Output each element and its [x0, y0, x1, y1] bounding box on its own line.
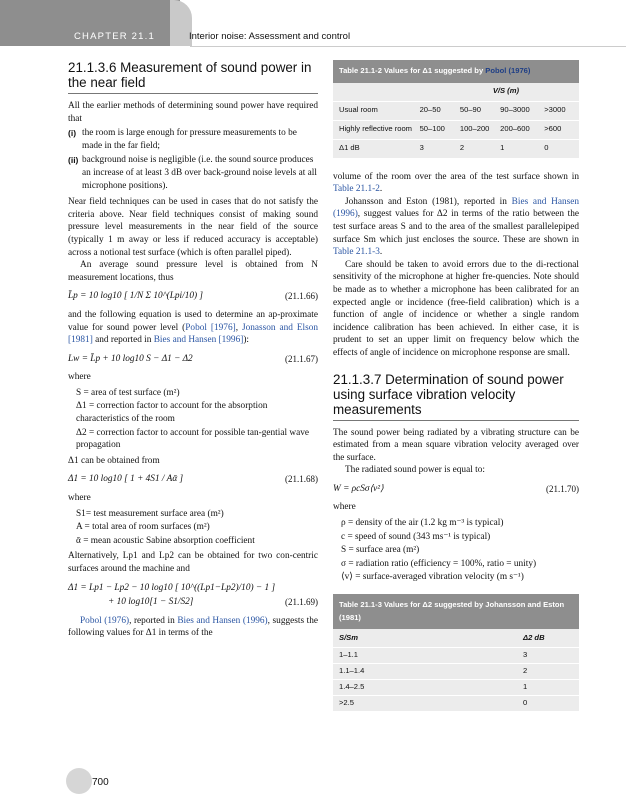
equation-number: (21.1.69) [285, 597, 318, 608]
equation-number: (21.1.66) [285, 291, 318, 302]
table-cell: 2 [459, 143, 465, 153]
equation-body: Δ1 = 10 log10 [ 1 + 4S1 / Aᾱ ] [68, 474, 184, 485]
paragraph: Alternatively, Lp1 and Lp2 can be obtained for two con-centric surfaces around the machine and [68, 551, 318, 574]
section-heading-vibration: 21.1.3.7 Determination of sound power using surface vibration velocity measurements [333, 371, 564, 417]
table-cell: 1 [523, 682, 528, 692]
condition-key: (ii) [68, 155, 79, 166]
page-number-circle [66, 768, 92, 794]
heading-rule [333, 420, 579, 421]
equation-21-1-70 [333, 483, 579, 496]
table-cell: 90–3000 [500, 105, 530, 115]
paragraph [68, 615, 318, 640]
paragraph: where [68, 372, 91, 383]
table-header [333, 629, 579, 648]
text: , suggest values for Δ2 in terms of the ratio between the test surface areas S and to the area of the smallest parallelepiped surface Sm which just encloses the source. These are shown in [333, 209, 579, 245]
table-cell: 0 [523, 698, 528, 708]
page-number: 700 [92, 777, 109, 788]
equation-number: (21.1.70) [546, 483, 579, 494]
column-header: Δ2 dB [523, 632, 545, 642]
citation-link[interactable]: Pobol [1976] [185, 322, 236, 333]
paragraph: where [333, 502, 356, 513]
definition: σ = radiation ratio (efficiency = 100%, ratio = unity) [341, 558, 537, 569]
equation-body: Δ1 = Lp1 − Lp2 − 10 log10 [ 10^((Lp1−Lp2)/10) − 1 ] [68, 582, 276, 593]
equation-body: W = ρcSσ⟨v²⟩ [333, 483, 384, 494]
text: , reported in [129, 615, 178, 626]
text: and reported in [92, 335, 154, 346]
table-cell: 1.1–1.4 [339, 666, 365, 676]
table-cell: 3 [523, 650, 528, 660]
definition: Δ2 = correction factor to account for possible tan-gential wave propagation [76, 427, 309, 451]
table-row [333, 102, 579, 121]
table-link[interactable]: Table 21.1-3 [333, 247, 380, 258]
table-caption: Table 21.1-3 Values for Δ2 suggested by Johansson and Eston (1981) [333, 594, 579, 629]
table-caption [333, 60, 579, 83]
column-header: V/S (m) [492, 86, 519, 96]
table-cell: >2.5 [339, 698, 354, 708]
table-row [333, 680, 579, 696]
table-21-1-2 [333, 60, 579, 159]
definition-list [76, 508, 318, 548]
citation-link[interactable]: Bies and Hansen (1996) [333, 196, 579, 220]
column-header: S/Sm [339, 632, 358, 642]
citation-link[interactable]: Pobol (1976) [485, 66, 531, 75]
table-cell: 200–600 [500, 124, 530, 134]
table-cell: 1.4–2.5 [339, 682, 365, 692]
table-cell: 1 [500, 143, 505, 153]
equation-21-1-69-cont [68, 596, 318, 609]
table-cell: 0 [544, 143, 549, 153]
definition: Δ1 = correction factor to account for the absorption characteristics of the room [76, 401, 268, 425]
table-row [333, 140, 579, 159]
citation-link[interactable]: Bies and Hansen [1996] [153, 335, 244, 346]
table-link[interactable]: Table 21.1-2 [333, 184, 380, 195]
paragraph: All the earlier methods of determining sound power have required that [68, 101, 318, 124]
paragraph: An average sound pressure level is obtained from N measurement locations, thus [68, 260, 318, 283]
table-cell: Highly reflective room [339, 124, 413, 134]
table-cell: 20–50 [419, 105, 441, 115]
paragraph [333, 196, 579, 259]
definition: S1= test measurement surface area (m²) [76, 508, 224, 519]
equation-21-1-66 [68, 290, 318, 303]
paragraph [68, 309, 318, 347]
equation-body: L̄p = 10 log10 [ 1/N Σ 10^(Lpi/10) ] [68, 291, 204, 302]
definition: ρ = density of the air (1.2 kg m⁻³ is typical) [341, 518, 504, 529]
chapter-label: CHAPTER 21.1 [74, 31, 155, 42]
header-rule [190, 46, 626, 47]
table-cell: >600 [544, 124, 562, 134]
definition-list [76, 387, 318, 452]
table-row [333, 696, 579, 712]
citation-link[interactable]: Bies and Hansen (1996) [177, 615, 268, 626]
definition: S = area of test surface (m²) [76, 387, 180, 398]
table-21-1-3 [333, 594, 579, 712]
citation-link[interactable]: Jonasson and Elson [1981] [68, 322, 318, 346]
paragraph: The sound power being radiated by a vibrating structure can be estimated from a mean square vibration velocity averaged over the surface. [333, 427, 579, 463]
table-cell: 50–90 [459, 105, 481, 115]
page-header [0, 0, 626, 46]
table-row [333, 121, 579, 140]
caption-text: Table 21.1-2 Values for Δ1 suggested by [339, 66, 486, 75]
condition-key: (i) [68, 128, 77, 139]
table-row [333, 664, 579, 680]
table-cell: Δ1 dB [339, 143, 360, 153]
table-cell: >3000 [544, 105, 566, 115]
table-cell: 2 [523, 666, 528, 676]
text: Johansson and Eston (1981), reported in [345, 196, 512, 207]
paragraph: Near field techniques can be used in cases that do not satisfy the criteria above. Near field techniques consist of making sound pressure level measurements in the near field of the source (typically 1 m away or less if reduced accuracy is acceptable) across a notional test surface (which is often parallel piped). [68, 197, 318, 258]
equation-21-1-67 [68, 353, 318, 366]
running-title: Interior noise: Assessment and control [189, 31, 351, 42]
equation-body: Lw = L̄p + 10 log10 S − Δ1 − Δ2 [68, 353, 193, 364]
heading-rule [68, 93, 318, 94]
table-cell: 100–200 [459, 124, 490, 134]
table-cell: 50–100 [419, 124, 445, 134]
text: . [379, 247, 383, 258]
definition-list [341, 517, 579, 584]
text: volume of the room over the area of the test surface shown in [333, 171, 579, 182]
left-column [68, 60, 318, 640]
condition-text: the room is large enough for pressure measurements to be made in the far field; [82, 128, 297, 151]
text: . [379, 184, 383, 195]
definition: ⟨v⟩ = surface-averaged vibration velocity (m s⁻¹) [341, 572, 524, 583]
citation-link[interactable]: Pobol (1976) [80, 615, 130, 626]
table-cell: Usual room [339, 105, 378, 115]
paragraph: Δ1 can be obtained from [68, 455, 160, 466]
text: and the following equation is used to determine an ap-proximate value for sound power level ( [68, 309, 318, 333]
paragraph: where [68, 493, 91, 504]
text: , suggests the following values for Δ1 in terms of the [68, 615, 318, 639]
definition: c = speed of sound (343 ms⁻¹ is typical) [341, 531, 491, 542]
table-row [333, 648, 579, 664]
definition: S = surface area (m²) [341, 545, 420, 556]
right-column [333, 60, 579, 712]
text: , [235, 322, 242, 333]
paragraph [333, 171, 579, 196]
table-cell: 1–1.1 [339, 650, 359, 660]
chapter-band [0, 0, 180, 46]
section-heading-near-field: 21.1.3.6 Measurement of sound power in the near field [68, 60, 312, 90]
definition: A = total area of room surfaces (m²) [76, 522, 210, 533]
equation-21-1-69 [68, 582, 318, 595]
condition-text: background noise is negligible (i.e. the sound source produces an increase of at least 3 dB over back-ground noise levels at all microphone positions). [82, 155, 317, 191]
definition: ᾱ = mean acoustic Sabine absorption coefficient [76, 535, 255, 546]
equation-number: (21.1.67) [285, 353, 318, 364]
equation-body: + 10 log10[1 − S1/S2] [108, 597, 194, 608]
text: ): [243, 335, 250, 346]
equation-number: (21.1.68) [285, 474, 318, 485]
paragraph: Care should be taken to avoid errors due to the di-rectional sensitivity of the microphone at higher fre-quencies. Note should be made as to whether a microphone has been calibrated for an expected angle or incidence (free-field calibration) which is a function of angle of incidence or whether a single random incidence calibration has been achieved. In either case, it is prudent to set an upper limit on frequency below which the effects of angle of incidence on microphone response are small. [333, 259, 579, 358]
equation-21-1-68 [68, 473, 318, 486]
paragraph: The radiated sound power is equal to: [345, 465, 485, 476]
table-header [333, 83, 579, 102]
table-cell: 3 [419, 143, 424, 153]
condition-i [68, 127, 318, 152]
condition-ii [68, 154, 318, 192]
